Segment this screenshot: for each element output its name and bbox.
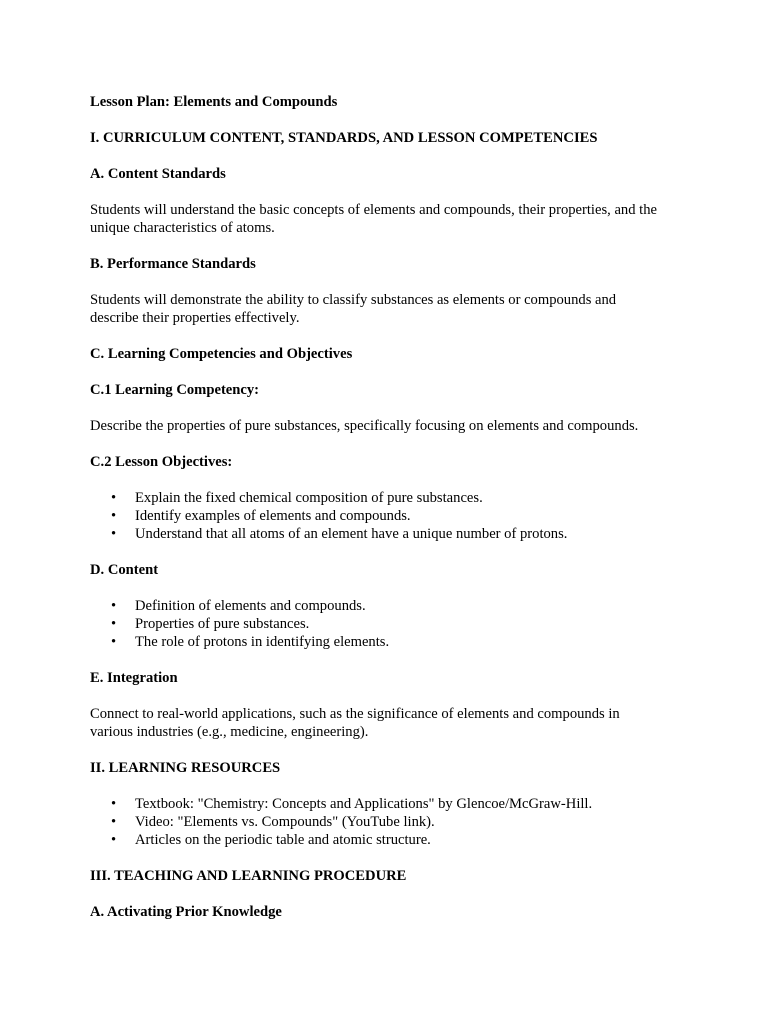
list-item-text: Articles on the periodic table and atomic structure.	[135, 832, 431, 848]
document-page	[90, 93, 690, 921]
bullet-icon: •	[111, 598, 117, 614]
paragraph-line: Connect to real-world applications, such as the significance of elements and compounds in	[90, 706, 620, 722]
bullet-icon: •	[111, 634, 117, 650]
bullet-icon: •	[111, 832, 117, 848]
paragraph-line: various industries (e.g., medicine, engineering).	[90, 724, 369, 740]
integration-heading: E. Integration	[90, 670, 178, 686]
list-item	[90, 795, 690, 813]
bullet-icon: •	[111, 796, 117, 812]
paragraph-line: Students will understand the basic concepts of elements and compounds, their properties, and the	[90, 202, 657, 218]
list-item-text: Understand that all atoms of an element have a unique number of protons.	[135, 526, 568, 542]
document-title: Lesson Plan: Elements and Compounds	[90, 94, 338, 110]
section-2-heading: II. LEARNING RESOURCES	[90, 760, 281, 776]
learning-competency-text: Describe the properties of pure substances, specifically focusing on elements and compounds.	[90, 418, 639, 434]
list-item-text: Definition of elements and compounds.	[135, 598, 366, 614]
content-standards-paragraph	[90, 201, 690, 237]
list-item-text: Identify examples of elements and compounds.	[135, 508, 411, 524]
bullet-icon: •	[111, 814, 117, 830]
section-3-heading: III. TEACHING AND LEARNING PROCEDURE	[90, 868, 407, 884]
list-item-text: Explain the fixed chemical composition of pure substances.	[135, 490, 483, 506]
list-item	[90, 615, 690, 633]
content-standards-heading: A. Content Standards	[90, 166, 226, 182]
paragraph-line: Students will demonstrate the ability to classify substances as elements or compounds and	[90, 292, 617, 308]
section-1-heading: I. CURRICULUM CONTENT, STANDARDS, AND LESSON COMPETENCIES	[90, 130, 598, 146]
bullet-icon: •	[111, 616, 117, 632]
bullet-icon: •	[111, 526, 117, 542]
list-item-text: Textbook: "Chemistry: Concepts and Applications" by Glencoe/McGraw-Hill.	[135, 796, 593, 812]
list-item	[90, 597, 690, 615]
activating-prior-knowledge-heading: A. Activating Prior Knowledge	[90, 904, 282, 920]
content-list	[90, 597, 690, 651]
learning-competencies-heading: C. Learning Competencies and Objectives	[90, 346, 353, 362]
bullet-icon: •	[111, 490, 117, 506]
performance-standards-paragraph	[90, 291, 690, 327]
content-heading: D. Content	[90, 562, 159, 578]
learning-resources-list	[90, 795, 690, 849]
lesson-objectives-heading: C.2 Lesson Objectives:	[90, 454, 233, 470]
lesson-objectives-list	[90, 489, 690, 543]
performance-standards-heading: B. Performance Standards	[90, 256, 256, 272]
list-item-text: The role of protons in identifying elements.	[135, 634, 390, 650]
list-item	[90, 489, 690, 507]
bullet-icon: •	[111, 508, 117, 524]
list-item-text: Video: "Elements vs. Compounds" (YouTube link).	[135, 814, 435, 830]
learning-competency-heading: C.1 Learning Competency:	[90, 382, 260, 398]
list-item	[90, 525, 690, 543]
list-item	[90, 507, 690, 525]
paragraph-line: describe their properties effectively.	[90, 310, 300, 326]
integration-paragraph	[90, 705, 690, 741]
paragraph-line: unique characteristics of atoms.	[90, 220, 275, 236]
list-item	[90, 633, 690, 651]
list-item	[90, 813, 690, 831]
list-item-text: Properties of pure substances.	[135, 616, 310, 632]
list-item	[90, 831, 690, 849]
